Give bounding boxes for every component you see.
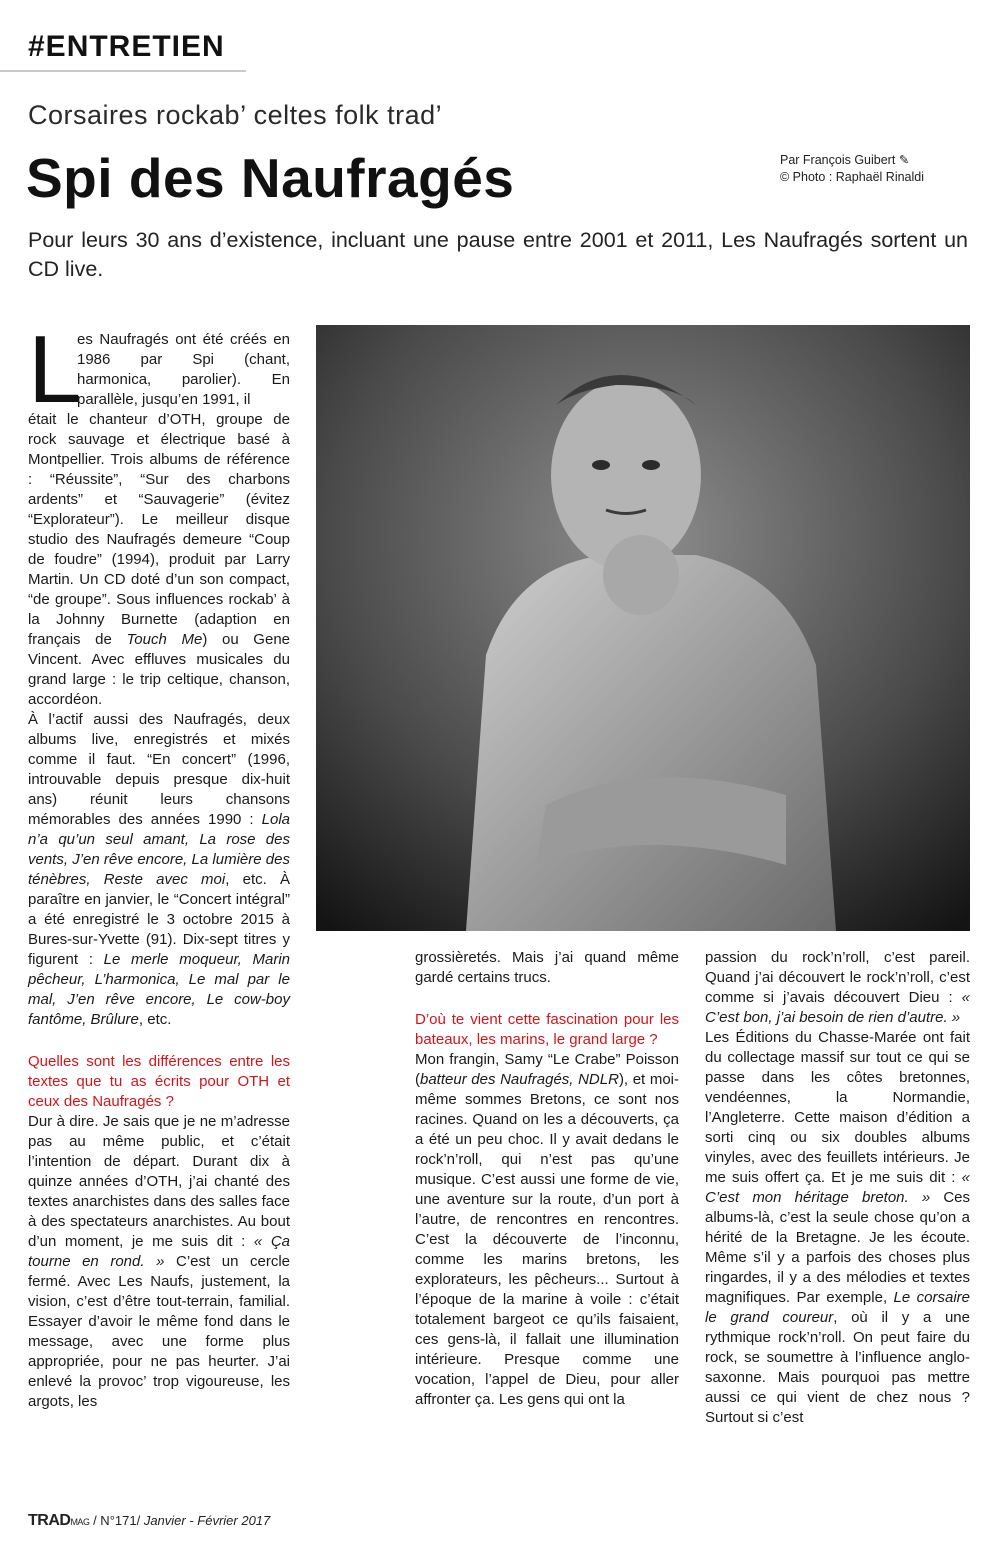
author-credit: Par François Guibert ✎ (780, 153, 910, 167)
section-tag: #ENTRETIEN (28, 30, 225, 63)
column-1 (28, 410, 290, 1412)
interview-answer: Dur à dire. Je sais que je ne m’adresse pas au même public, et c’était l’intention de départ. Durant dix à quinze années d’OTH, j’ai chanté des textes anarchistes dans des salles face à des spectateurs anarchistes. Au bout d’un moment, je me suis dit : « Ça tourne en rond. » C’est un cercle fermé. Avec Les Naufs, justement, la vision, c’est d’être tout-terrain, familial. Essayer d’avoir le même fond dans le message, avec une forme plus appropriée, pour ne pas heurter. J’ai enlevé la provoc’ trop vigoureuse, les argots, les (28, 1113, 290, 1410)
magazine-logo: TRADMAG (28, 1512, 90, 1529)
interview-answer: Mon frangin, Samy “Le Crabe” Poisson (batteur des Naufragés, NDLR), et moi-même sommes Bretons, ce sont nos racines. Quand on les a découverts, ça a été un peu choc. Il y avait dedans le rock’n’roll, qui n’est pas qu’une musique. C’est aussi une forme de vie, une aventure sur la route, d’un port à l’autre, de rencontres en rencontres. C’est la découverte de l’inconnu, comme les marins bretons, les explorateurs, les pêcheurs... Surtout à l’époque de la marine à voile : c’était totalement bargeot ce qu’ils faisaient, ces gens-là, il fallait une illumination intérieure. Presque comme une vocation, l’appel de Dieu, pour aller affronter ça. Les gens qui ont la (415, 1051, 679, 1408)
credits (780, 152, 924, 186)
paragraph: À l’actif aussi des Naufragés, deux albums live, enregistrés et mixés comme il faut. “En concert” (1996, introuvable depuis presque dix-huit ans) réunit leurs chansons mémorables des années 1990 : Lola n’a qu’un seul amant, La rose des vents, J’en rêve encore, La lumière des ténèbres, Reste avec moi, etc. À paraître en janvier, le “Concert intégral” a été enregistré le 3 octobre 2015 à Bures-sur-Yvette (91). Dix-sept titres y figurent : Le merle moqueur, Marin pêcheur, L’harmonica, Le mal par le mal, J’en rêve encore, Le cow-boy fantôme, Brûlure, etc. (28, 711, 290, 1028)
paragraph: Les Éditions du Chasse-Marée ont fait du collectage massif sur tout ce qui se passe dans les côtes bretonnes, vendéennes, la Normandie, l’Angleterre. Cette maison d’édition a sorti cinq ou six doubles albums vinyles, avec des feuillets intérieurs. Je me suis offert ça. Et je me suis dit : « C’est mon héritage breton. » Ces albums-là, c’est la seule chose qu’on a hérité de la Bretagne. Je les écoute. Même s’il y a parfois des choses plus ringardes, il y a des mélodies et textes magnifiques. Par exemple, Le corsaire le grand coureur, où il y a une rythmique rock’n’roll. On peut faire du rock, se soumettre à l’influence anglo-saxonne. Mais pourquoi pas mettre aussi ce qui vient de chez nous ? Surtout si c’est (705, 1029, 971, 1426)
column-3 (705, 948, 970, 1428)
portrait-photo (316, 325, 970, 931)
interview-question: D’où te vient cette fascination pour les bateaux, les marins, le grand large ? (415, 1011, 679, 1048)
issue-number: / N°171/ (93, 1513, 141, 1528)
paragraph: était le chanteur d’OTH, groupe de rock sauvage et électrique basé à Montpellier. Trois albums de référence : “Réussite”, “Sur des charbons ardents” et “Sauvagerie” (évitez “Explorateur”). Le meilleur disque studio des Naufragés demeure “Coup de foudre” (1994), produit par Larry Martin. Un CD doté d’un son compact, “de groupe”. Sous influences rockab’ à la Johnny Burnette (adaption en français de Touch Me) ou Gene Vincent. Avec effluves musicales du grand large : le trip celtique, chanson, accordéon. (28, 411, 290, 708)
column-2 (415, 948, 679, 1410)
pen-icon: ✎ (898, 153, 910, 167)
page-footer (28, 1512, 270, 1530)
paragraph: passion du rock’n’roll, c’est pareil. Quand j’ai découvert le rock’n’roll, c’est comme si j’avais découvert Dieu : « C’est bon, j’ai besoin de rien d’autre. » (705, 949, 970, 1026)
headline: Spi des Naufragés (26, 147, 515, 209)
kicker: Corsaires rockab’ celtes folk trad’ (28, 100, 443, 130)
paragraph: grossièretés. Mais j’ai quand même gardé certains trucs. (415, 949, 679, 986)
issue-date: Janvier - Février 2017 (143, 1513, 271, 1528)
interview-question: Quelles sont les différences entre les textes que tu as écrits pour OTH et ceux des Naufragés ? (28, 1053, 290, 1110)
drop-cap: L (28, 316, 82, 423)
standfirst: Pour leurs 30 ans d’existence, incluant une pause entre 2001 et 2011, Les Naufragés sortent un CD live. (28, 228, 968, 281)
section-rule (0, 70, 246, 72)
photo-credit: © Photo : Raphaël Rinaldi (780, 170, 925, 184)
col1-lead-text: es Naufragés ont été créés en 1986 par Spi (chant, harmonica, parolier). En parallèle, jusqu’en 1991, il (77, 331, 290, 408)
